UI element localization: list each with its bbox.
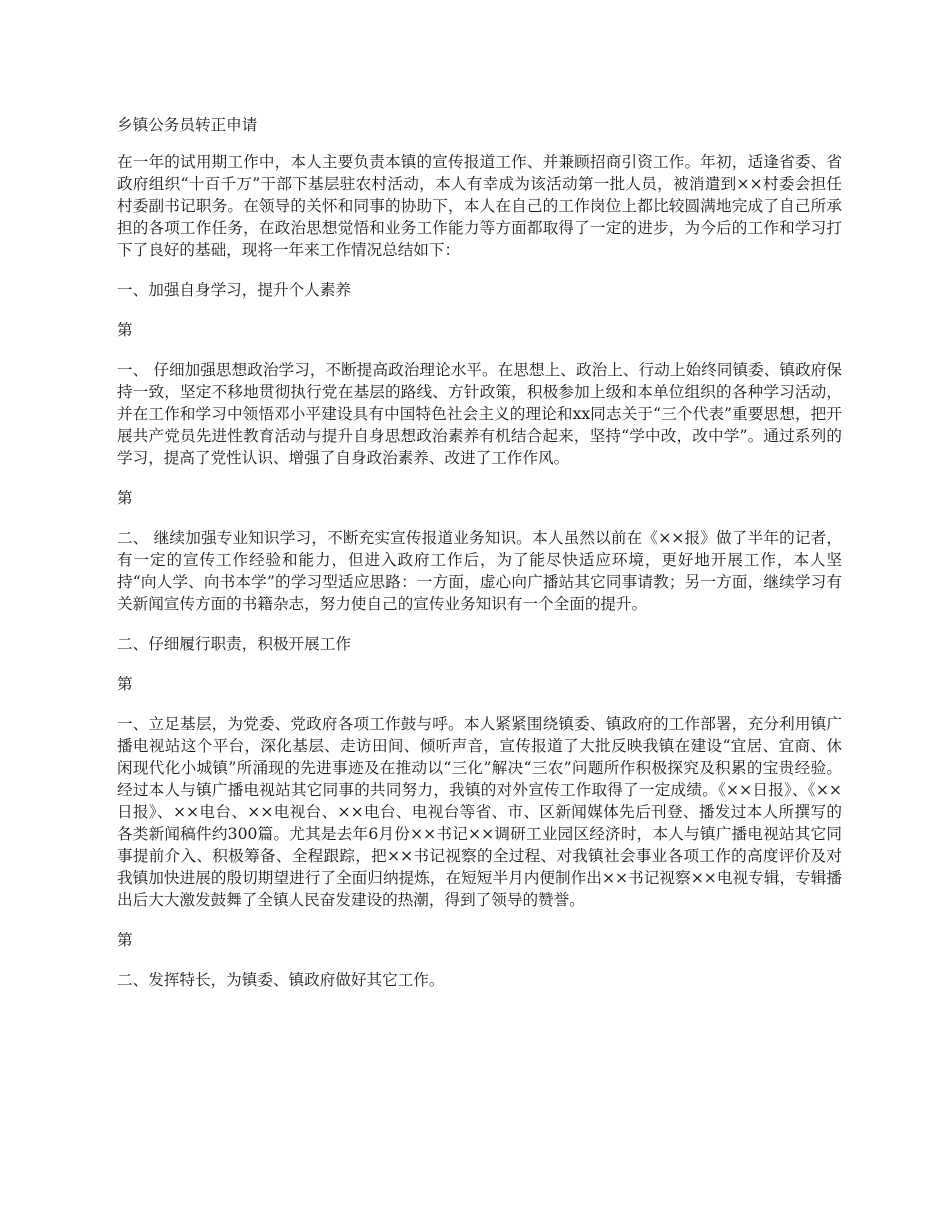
intro-paragraph: 在一年的试用期工作中，本人主要负责本镇的宣传报道工作、并兼顾招商引资工作。年初，适逢省委、省政府组织“十百千万”干部下基层驻农村活动，本人有幸成为该活动第一批人员，被消遣到××村委会担任村委副书记职务。在领导的关怀和同事的协助下，本人在自己的工作岗位上都比较圆满地完成了自己所承担的各项工作任务，在政治思想觉悟和业务工作能力等方面都取得了一定的进步，为今后的工作和学习打下了良好的基础，现将一年来工作情况总结如下：: [117, 153, 842, 259]
paragraph-marker: 第: [117, 931, 133, 949]
body-paragraph: 二、 继续加强专业知识学习，不断充实宣传报道业务知识。本人虽然以前在《××报》做了半年的记者，有一定的宣传工作经验和能力，但进入政府工作后，为了能尽快适应环境，更好地开展工作，本人坚持“向人学、向书本学”的学习型适应思路：一方面，虚心向广播站其它同事请教；另一方面，继续学习有关新闻宣传方面的书籍杂志，努力使自己的宣传业务知识有一个全面的提升。: [117, 529, 842, 613]
paragraph-marker: 第: [117, 321, 133, 339]
body-paragraph: 二、发挥特长，为镇委、镇政府做好其它工作。: [117, 971, 445, 989]
document-page: [117, 114, 842, 1009]
section-heading: 一、加强自身学习，提升个人素养: [117, 281, 351, 299]
document-title: 乡镇公务员转正申请: [117, 116, 258, 134]
body-paragraph: 一、 仔细加强思想政治学习，不断提高政治理论水平。在思想上、政治上、行动上始终同镇委、镇政府保持一致，坚定不移地贯彻执行党在基层的路线、方针政策，积极参加上级和本单位组织的各种学习活动，并在工作和学习中领悟邓小平建设具有中国特色社会主义的理论和xx同志关于“三个代表”重要思想，把开展共产党员先进性教育活动与提升自身思想政治素养有机结合起来，坚持“学中改，改中学”。通过系列的学习，提高了党性认识、增强了自身政治素养、改进了工作作风。: [117, 361, 842, 467]
body-paragraph: 一、立足基层，为党委、党政府各项工作鼓与呼。本人紧紧围绕镇委、镇政府的工作部署，充分利用镇广播电视站这个平台，深化基层、走访田间、倾听声音，宣传报道了大批反映我镇在建设“宜居、宜商、休闲现代化小城镇”所涌现的先进事迹及在推动以“三化”解决“三农”问题所作积极探究及积累的宝贵经验。经过本人与镇广播电视站其它同事的共同努力，我镇的对外宣传工作取得了一定成绩。《××日报》、《××日报》、××电台、××电视台、××电台、电视台等省、市、区新闻媒体先后刊登、播发过本人所撰写的各类新闻稿件约300篇。尤其是去年6月份××书记××调研工业园区经济时，本人与镇广播电视站其它同事提前介入、积极筹备、全程跟踪，把××书记视察的全过程、对我镇社会事业各项工作的高度评价及对我镇加快进展的殷切期望进行了全面归纳提炼，在短短半月内便制作出××书记视察××电视专辑，专辑播出后大大激发鼓舞了全镇人民奋发建设的热潮，得到了领导的赞誉。: [117, 715, 842, 909]
section-heading: 二、仔细履行职责，积极开展工作: [117, 635, 351, 653]
paragraph-marker: 第: [117, 489, 133, 507]
paragraph-marker: 第: [117, 675, 133, 693]
